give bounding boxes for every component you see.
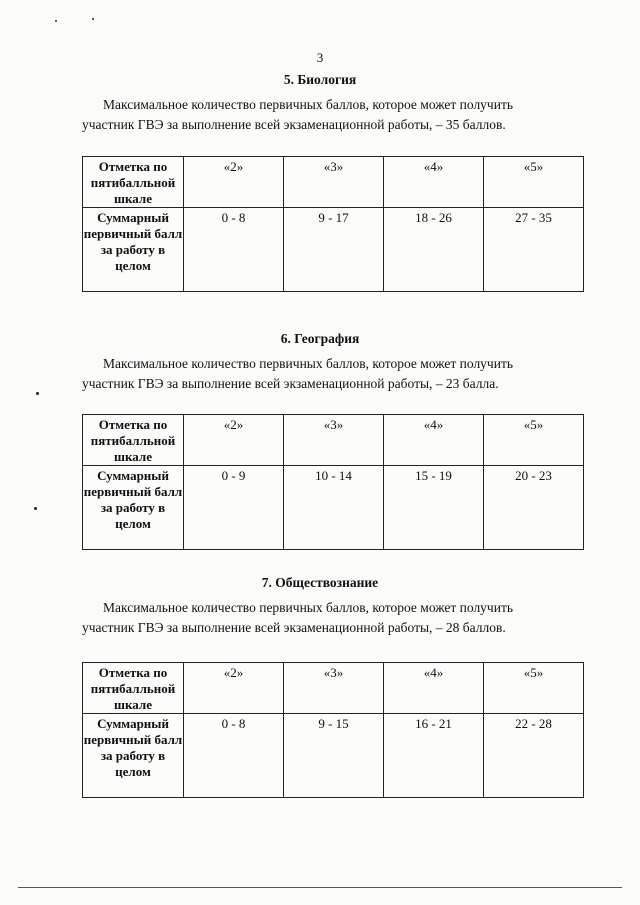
grade-cell: «3» — [284, 663, 384, 714]
row-header: Отметка по пятибалльной шкале — [83, 157, 184, 208]
score-range-cell: 18 - 26 — [384, 208, 484, 292]
row-header: Суммарный первичный балл за работу в целом — [83, 714, 184, 798]
section-title: 7. Обществознание — [261, 575, 379, 590]
score-range-cell: 16 - 21 — [384, 714, 484, 798]
row-header: Отметка по пятибалльной шкале — [83, 415, 184, 466]
grade-table-biology — [82, 156, 584, 292]
section-description — [0, 354, 640, 394]
grade-cell: «4» — [384, 663, 484, 714]
section-title: 6. География — [280, 331, 360, 346]
score-range-cell: 0 - 8 — [184, 714, 284, 798]
scan-speck — [55, 20, 57, 22]
grade-cell: «2» — [184, 415, 284, 466]
grade-cell: «3» — [284, 415, 384, 466]
row-header: Суммарный первичный балл за работу в целом — [83, 466, 184, 550]
grade-table-geography — [82, 414, 584, 550]
score-range-cell: 9 - 17 — [284, 208, 384, 292]
table-row — [83, 157, 584, 208]
score-range-cell: 9 - 15 — [284, 714, 384, 798]
page-number: 3 — [316, 50, 324, 65]
description-line: Максимальное количество первичных баллов, которое может получить — [103, 97, 513, 112]
grade-cell: «5» — [484, 663, 584, 714]
grade-cell: «5» — [484, 157, 584, 208]
description-line: Максимальное количество первичных баллов, которое может получить — [103, 600, 513, 615]
table-row — [83, 714, 584, 798]
row-header: Отметка по пятибалльной шкале — [83, 663, 184, 714]
score-range-cell: 15 - 19 — [384, 466, 484, 550]
grade-cell: «4» — [384, 415, 484, 466]
table-row — [83, 663, 584, 714]
table-row — [83, 415, 584, 466]
description-line: участник ГВЭ за выполнение всей экзаменационной работы, – 23 балла. — [82, 376, 499, 391]
score-range-cell: 22 - 28 — [484, 714, 584, 798]
page-bottom-rule — [18, 887, 622, 888]
section-biology — [0, 72, 640, 135]
section-social-studies — [0, 575, 640, 638]
score-range-cell: 0 - 9 — [184, 466, 284, 550]
grade-cell: «3» — [284, 157, 384, 208]
section-title: 5. Биология — [283, 72, 357, 87]
scan-speck — [34, 507, 37, 510]
description-line: Максимальное количество первичных баллов, которое может получить — [103, 356, 513, 371]
grade-cell: «4» — [384, 157, 484, 208]
section-description — [0, 598, 640, 638]
grade-table-social-studies — [82, 662, 584, 798]
score-range-cell: 0 - 8 — [184, 208, 284, 292]
scan-speck — [92, 18, 94, 20]
section-description — [0, 95, 640, 135]
score-range-cell: 27 - 35 — [484, 208, 584, 292]
description-line: участник ГВЭ за выполнение всей экзаменационной работы, – 28 баллов. — [82, 620, 506, 635]
table-row — [83, 466, 584, 550]
grade-cell: «5» — [484, 415, 584, 466]
section-geography — [0, 331, 640, 394]
score-range-cell: 20 - 23 — [484, 466, 584, 550]
table-row — [83, 208, 584, 292]
row-header: Суммарный первичный балл за работу в целом — [83, 208, 184, 292]
score-range-cell: 10 - 14 — [284, 466, 384, 550]
grade-cell: «2» — [184, 157, 284, 208]
grade-cell: «2» — [184, 663, 284, 714]
description-line: участник ГВЭ за выполнение всей экзаменационной работы, – 35 баллов. — [82, 117, 506, 132]
